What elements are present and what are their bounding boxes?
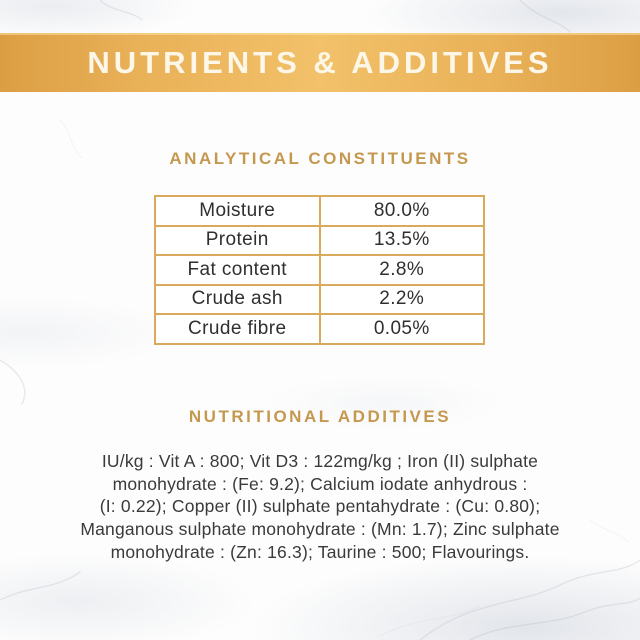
table-row [155, 314, 484, 344]
paragraph-line: IU/kg : Vit A : 800; Vit D3 : 122mg/kg ; Iron (II) sulphate [101, 451, 539, 471]
nutritional-additives-heading: NUTRITIONAL ADDITIVES [188, 407, 452, 426]
constituent-value: 2.2% [320, 285, 485, 315]
analytical-constituents-heading: ANALYTICAL CONSTITUENTS [169, 149, 471, 168]
table-row [155, 196, 484, 226]
table-row [155, 285, 484, 315]
analytical-constituents-table [154, 195, 485, 345]
constituent-value: 2.8% [320, 255, 485, 285]
table-row [155, 255, 484, 285]
constituent-label: Moisture [155, 196, 320, 226]
constituent-value: 13.5% [320, 226, 485, 256]
paragraph-line: monohydrate : (Zn: 16.3); Taurine : 500; Flavourings. [110, 541, 530, 562]
constituent-label: Protein [155, 226, 320, 256]
table-row [155, 226, 484, 256]
section-banner [0, 33, 640, 92]
constituent-value: 80.0% [320, 196, 485, 226]
constituent-value: 0.05% [320, 314, 485, 344]
constituent-label: Crude fibre [155, 314, 320, 344]
constituent-label: Crude ash [155, 285, 320, 315]
paragraph-line: Manganous sulphate monohydrate : (Mn: 1.7); Zinc sulphate [80, 519, 560, 540]
paragraph-line: monohydrate : (Fe: 9.2); Calcium iodate anhydrous : [112, 473, 528, 494]
nutritional-additives-paragraph [20, 450, 620, 564]
constituent-label: Fat content [155, 255, 320, 285]
banner-title: NUTRIENTS & ADDITIVES [87, 44, 553, 80]
paragraph-line: (I: 0.22); Copper (II) sulphate pentahydrate : (Cu: 0.80); [99, 496, 541, 517]
